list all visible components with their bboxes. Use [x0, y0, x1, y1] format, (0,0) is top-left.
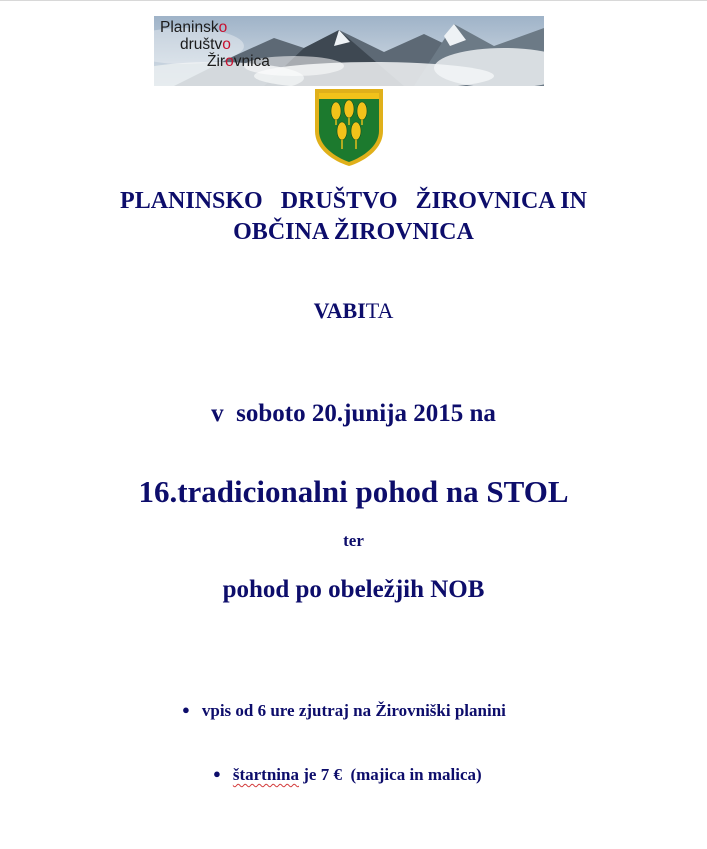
- banner-text-line-1: Planinsko: [160, 19, 228, 36]
- event-date: v soboto 20.junija 2015 na: [211, 400, 496, 427]
- page-top-border: [0, 0, 707, 1]
- connector-word: ter: [343, 531, 364, 550]
- spellcheck-underlined-word: štartnina: [232, 765, 299, 784]
- list-item-registration: ● vpis od 6 ure zjutraj na Žirovniški planini: [182, 701, 506, 720]
- club-banner-logo: [154, 16, 544, 86]
- banner-text-line-3: Žirovnica: [207, 53, 270, 70]
- heading-line-2: OBČINA ŽIROVNICA: [233, 219, 474, 245]
- municipality-coat-of-arms: [313, 87, 385, 167]
- event-title: 16.tradicionalni pohod na STOL: [138, 474, 569, 509]
- heading-line-1: PLANINSKO DRUŠTVO ŽIROVNICA IN: [120, 188, 587, 214]
- list-item-fee: ● štartnina je 7 € (majica in malica): [213, 765, 482, 784]
- bullet-icon: ●: [182, 702, 190, 717]
- second-event-title: pohod po obeležjih NOB: [222, 576, 485, 603]
- banner-text-line-2: društvo: [180, 36, 231, 53]
- bullet-icon: ●: [213, 766, 221, 781]
- invite-word: VABITA: [313, 298, 394, 323]
- organizers-heading: [0, 186, 707, 248]
- wheat-sheaves-crest-icon: [313, 87, 385, 167]
